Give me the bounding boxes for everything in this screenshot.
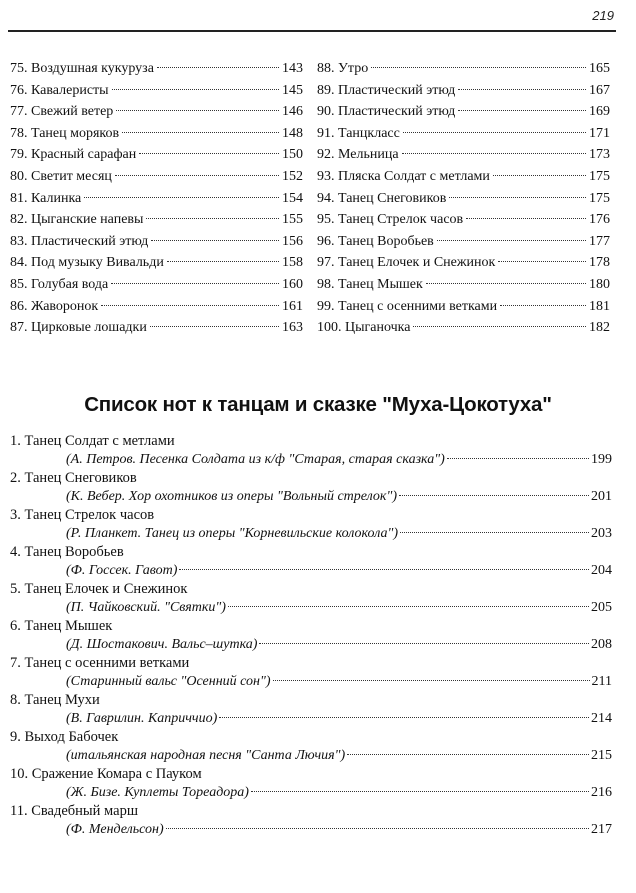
toc-entry-page: 152 — [282, 168, 303, 184]
toc-entry-page: 177 — [589, 233, 610, 249]
dot-leader — [259, 643, 589, 644]
toc-entry — [10, 58, 303, 80]
note-entry — [10, 432, 612, 469]
page-number: 219 — [592, 8, 614, 23]
note-source-row — [10, 562, 612, 581]
toc-entry-page: 165 — [589, 61, 610, 76]
note-source: (итальянская народная песня "Санта Лючия") — [66, 747, 346, 763]
toc-entry-page: 155 — [282, 212, 303, 228]
dot-leader — [150, 326, 279, 327]
toc-entry-title: 80. Светит месяц — [10, 168, 112, 184]
note-title: 7. Танец с осенними ветками — [10, 655, 190, 671]
toc-entry-page: 171 — [589, 125, 610, 141]
note-source-row — [10, 710, 612, 729]
note-entry — [10, 802, 612, 839]
toc-entry-title: 89. Пластический этюд — [317, 82, 456, 98]
note-title: 9. Выход Бабочек — [10, 729, 119, 745]
toc-entry-title: 92. Мельница — [317, 147, 399, 163]
note-source-row — [10, 451, 612, 470]
toc-entry-title: 79. Красный сарафан — [10, 147, 137, 163]
note-page: 215 — [591, 747, 612, 763]
toc-entry — [10, 252, 303, 274]
toc-entry-page: 173 — [589, 147, 610, 163]
toc-entry — [10, 274, 303, 296]
toc-entry-page: 182 — [589, 320, 610, 336]
toc-entry-page: 169 — [589, 104, 610, 120]
section-title: Список нот к танцам и сказке "Муха-Цокотуха" — [84, 393, 552, 416]
toc-entry-title: 95. Танец Стрелок часов — [317, 212, 464, 228]
note-source: (Д. Шостакович. Вальс–шутка) — [66, 636, 258, 652]
note-page: 211 — [591, 673, 612, 689]
toc-entry-page: 146 — [282, 104, 303, 120]
toc-entry-page: 167 — [589, 82, 610, 98]
dot-leader — [219, 717, 589, 718]
note-source: (А. Петров. Песенка Солдата из к/ф "Старая, старая сказка") — [66, 451, 445, 467]
toc-entry — [10, 123, 303, 145]
note-source: (Ж. Бизе. Куплеты Тореадора) — [66, 784, 249, 800]
toc-entry-page: 180 — [589, 276, 610, 292]
toc-entry-title: 75. Воздушная кукуруза — [10, 61, 154, 76]
dot-leader — [498, 261, 586, 262]
toc-entry-page: 176 — [589, 212, 610, 228]
dot-leader — [413, 326, 586, 327]
dot-leader — [157, 67, 279, 68]
toc-entry-page: 181 — [589, 298, 610, 314]
notes-list — [10, 432, 612, 839]
dot-leader — [111, 283, 279, 284]
toc-entry-title: 83. Пластический этюд — [10, 233, 149, 249]
toc-entry-page: 156 — [282, 233, 303, 249]
toc-entry-title: 84. Под музыку Вивальди — [10, 255, 164, 271]
note-entry — [10, 617, 612, 654]
dot-leader — [251, 791, 589, 792]
note-source-row — [10, 525, 612, 544]
toc-entry — [10, 296, 303, 318]
toc-entry-title: 87. Цирковые лошадки — [10, 320, 147, 336]
note-source: (Старинный вальс "Осенний сон") — [66, 673, 271, 689]
note-title: 3. Танец Стрелок часов — [10, 507, 155, 523]
toc-entry-title: 97. Танец Елочек и Снежинок — [317, 255, 496, 271]
dot-leader — [122, 132, 279, 133]
header-rule — [8, 30, 616, 32]
dot-leader — [493, 175, 586, 176]
dot-leader — [449, 197, 586, 198]
dot-leader — [179, 569, 589, 570]
note-page: 199 — [591, 451, 612, 467]
toc-entry-page: 161 — [282, 298, 303, 314]
dot-leader — [84, 197, 279, 198]
toc-entry-page: 178 — [589, 255, 610, 271]
note-entry — [10, 728, 612, 765]
dot-leader — [426, 283, 586, 284]
toc-entry — [10, 188, 303, 210]
toc-entry — [317, 123, 610, 145]
note-source-row — [10, 747, 612, 766]
toc-entry — [317, 296, 610, 318]
note-entry — [10, 765, 612, 802]
toc-entry — [317, 209, 610, 231]
dot-leader — [437, 240, 586, 241]
note-source-row — [10, 636, 612, 655]
toc-entry — [10, 231, 303, 253]
toc-entry-title: 81. Калинка — [10, 190, 82, 206]
toc-left-column — [10, 58, 303, 339]
toc-entry-title: 100. Цыганочка — [317, 320, 411, 336]
toc-entry — [317, 317, 610, 339]
dot-leader — [115, 175, 279, 176]
dot-leader — [166, 828, 589, 829]
note-title: 8. Танец Мухи — [10, 692, 100, 708]
toc-entry-title: 91. Танцкласс — [317, 125, 400, 141]
note-page: 217 — [591, 821, 612, 837]
note-title: 4. Танец Воробьев — [10, 544, 124, 560]
toc-entry — [10, 80, 303, 102]
dot-leader — [399, 495, 589, 496]
note-title: 6. Танец Мышек — [10, 618, 113, 634]
note-source: (Р. Планкет. Танец из оперы "Корневильские колокола") — [66, 525, 399, 541]
dot-leader — [116, 110, 279, 111]
dot-leader — [347, 754, 589, 755]
toc-entry — [317, 274, 610, 296]
dot-leader — [146, 218, 279, 219]
toc-entry-title: 98. Танец Мышек — [317, 276, 423, 292]
note-page: 201 — [591, 488, 612, 504]
note-title: 1. Танец Солдат с метлами — [10, 433, 175, 449]
note-source: (В. Гаврилин. Каприччио) — [66, 710, 218, 726]
note-source-row — [10, 488, 612, 507]
toc-entry — [10, 209, 303, 231]
toc-entry-title: 78. Танец моряков — [10, 125, 120, 141]
toc-entry-title: 85. Голубая вода — [10, 276, 109, 292]
toc-entry-page: 150 — [282, 147, 303, 163]
note-entry — [10, 691, 612, 728]
note-source: (Ф. Госсек. Гавот) — [66, 562, 178, 578]
dot-leader — [112, 89, 279, 90]
dot-leader — [139, 153, 279, 154]
toc-entry — [317, 58, 610, 80]
note-entry — [10, 543, 612, 580]
toc-entry — [317, 231, 610, 253]
note-source: (К. Вебер. Хор охотников из оперы "Вольный стрелок") — [66, 488, 397, 504]
toc-entry-page: 148 — [282, 125, 303, 141]
note-page: 208 — [591, 636, 612, 652]
dot-leader — [447, 458, 589, 459]
note-page: 205 — [591, 599, 612, 615]
toc-entry — [317, 80, 610, 102]
toc-entry-title: 86. Жаворонок — [10, 298, 99, 314]
toc-right-column — [317, 58, 610, 339]
toc-entry-title: 88. Утро — [317, 61, 369, 76]
toc-entry — [317, 101, 610, 123]
note-entry — [10, 654, 612, 691]
dot-leader — [273, 680, 590, 681]
note-page: 216 — [591, 784, 612, 800]
dot-leader — [458, 110, 586, 111]
toc-entry-page: 160 — [282, 276, 303, 292]
toc-entry — [10, 101, 303, 123]
toc-entry-page: 145 — [282, 82, 303, 98]
dot-leader — [371, 67, 586, 68]
note-title: 10. Сражение Комара с Пауком — [10, 766, 202, 782]
toc-entry-title: 96. Танец Воробьев — [317, 233, 434, 249]
toc-entry-page: 163 — [282, 320, 303, 336]
dot-leader — [400, 532, 589, 533]
note-title: 2. Танец Снеговиков — [10, 470, 137, 486]
note-source-row — [10, 821, 612, 840]
dot-leader — [458, 89, 586, 90]
toc-entry-title: 99. Танец с осенними ветками — [317, 298, 498, 314]
toc-entry — [317, 188, 610, 210]
note-entry — [10, 469, 612, 506]
note-title: 11. Свадебный марш — [10, 803, 138, 819]
dot-leader — [403, 132, 586, 133]
dot-leader — [402, 153, 586, 154]
toc-entry-page: 175 — [589, 168, 610, 184]
toc-entry — [10, 317, 303, 339]
toc-entry — [10, 144, 303, 166]
toc-entry — [317, 144, 610, 166]
dot-leader — [466, 218, 586, 219]
note-entry — [10, 580, 612, 617]
note-source-row — [10, 599, 612, 618]
toc-entry — [317, 252, 610, 274]
toc-entry-title: 76. Кавалеристы — [10, 82, 109, 98]
toc-entry-title: 90. Пластический этюд — [317, 104, 456, 120]
toc-entry — [317, 166, 610, 188]
note-title: 5. Танец Елочек и Снежинок — [10, 581, 188, 597]
note-source-row — [10, 673, 612, 692]
toc-entry-page: 158 — [282, 255, 303, 271]
toc-entry-title: 77. Свежий ветер — [10, 104, 114, 120]
toc-entry-title: 94. Танец Снеговиков — [317, 190, 447, 206]
dot-leader — [151, 240, 279, 241]
note-page: 204 — [591, 562, 612, 578]
note-source: (Ф. Мендельсон) — [66, 821, 164, 837]
note-entry — [10, 506, 612, 543]
toc-entry-page: 143 — [282, 61, 303, 76]
table-of-contents — [10, 58, 610, 339]
dot-leader — [500, 305, 586, 306]
toc-entry-page: 154 — [282, 190, 303, 206]
toc-entry-page: 175 — [589, 190, 610, 206]
note-page: 214 — [591, 710, 612, 726]
dot-leader — [101, 305, 279, 306]
dot-leader — [167, 261, 279, 262]
dot-leader — [228, 606, 589, 607]
note-source-row — [10, 784, 612, 803]
toc-entry-title: 82. Цыганские напевы — [10, 212, 144, 228]
note-source: (П. Чайковский. "Святки") — [66, 599, 226, 615]
note-page: 203 — [591, 525, 612, 541]
toc-entry — [10, 166, 303, 188]
toc-entry-title: 93. Пляска Солдат с метлами — [317, 168, 490, 184]
